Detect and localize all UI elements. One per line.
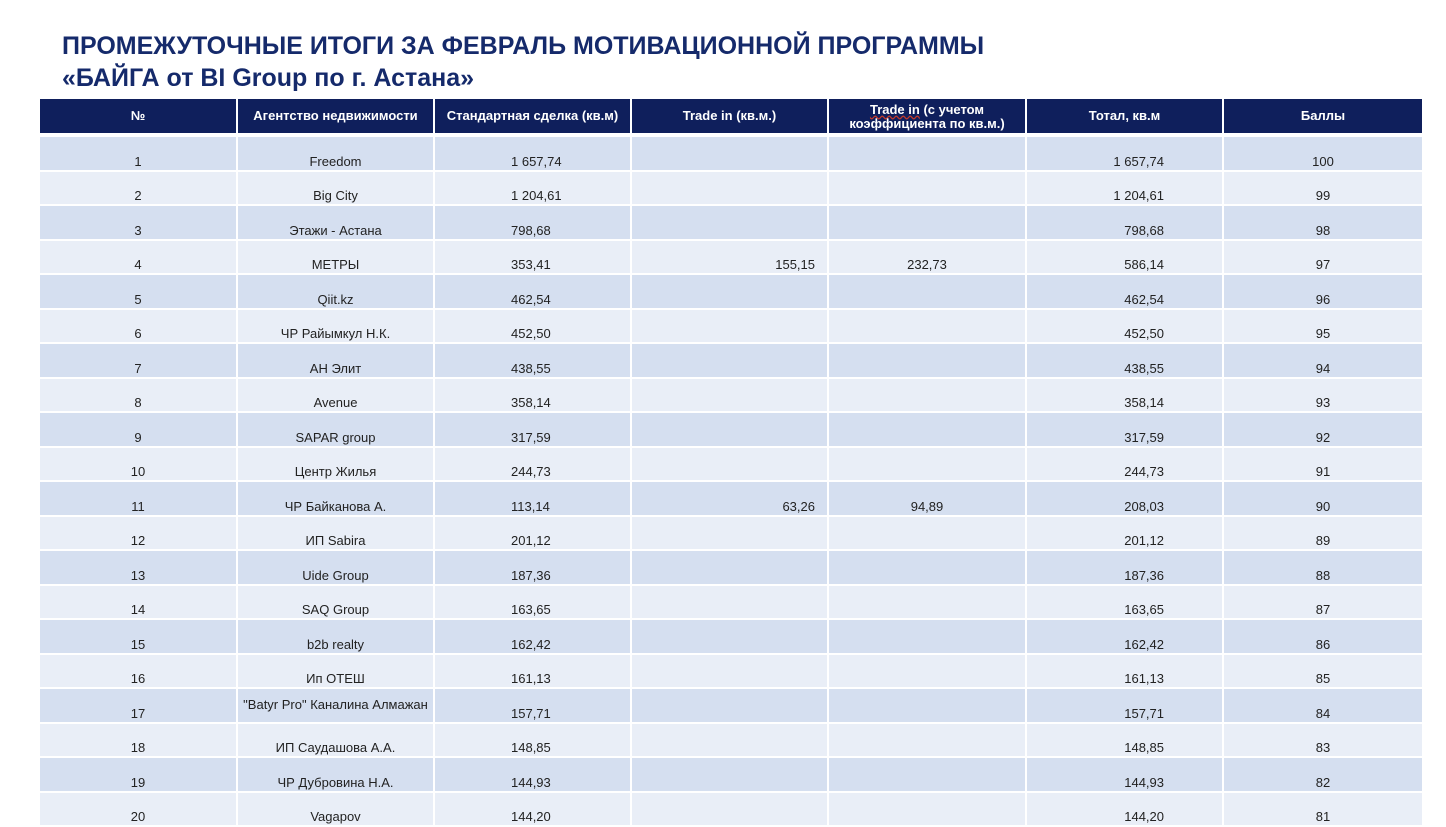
cell-num: 19 bbox=[40, 757, 237, 792]
cell-agency: "Batyr Pro" Каналина Алмажан bbox=[237, 688, 434, 723]
cell-num: 20 bbox=[40, 792, 237, 827]
cell-num: 11 bbox=[40, 481, 237, 516]
cell-tradein bbox=[631, 516, 828, 551]
header-tradein-coef bbox=[828, 99, 1026, 133]
cell-tradein bbox=[631, 412, 828, 447]
cell-tradein-coef bbox=[828, 274, 1026, 309]
cell-tradein bbox=[631, 792, 828, 827]
cell-total: 438,55 bbox=[1026, 343, 1223, 378]
cell-points: 88 bbox=[1223, 550, 1422, 585]
header-tradein: Trade in (кв.м.) bbox=[631, 99, 828, 133]
table-row bbox=[40, 378, 1422, 413]
cell-tradein bbox=[631, 274, 828, 309]
cell-points: 97 bbox=[1223, 240, 1422, 275]
cell-total: 161,13 bbox=[1026, 654, 1223, 689]
cell-tradein bbox=[631, 723, 828, 758]
cell-tradein-coef bbox=[828, 550, 1026, 585]
header-tradein-coef-word: Trade in bbox=[869, 101, 920, 117]
cell-points: 90 bbox=[1223, 481, 1422, 516]
table-row bbox=[40, 137, 1422, 171]
cell-tradein-coef bbox=[828, 137, 1026, 171]
cell-total: 157,71 bbox=[1026, 688, 1223, 723]
cell-standard: 157,71 bbox=[434, 688, 631, 723]
cell-tradein-coef bbox=[828, 412, 1026, 447]
table-row bbox=[40, 481, 1422, 516]
cell-agency: Uide Group bbox=[237, 550, 434, 585]
cell-standard: 144,93 bbox=[434, 757, 631, 792]
table-row bbox=[40, 757, 1422, 792]
cell-tradein bbox=[631, 688, 828, 723]
cell-num: 3 bbox=[40, 205, 237, 240]
cell-standard: 317,59 bbox=[434, 412, 631, 447]
cell-points: 83 bbox=[1223, 723, 1422, 758]
cell-standard: 201,12 bbox=[434, 516, 631, 551]
cell-points: 94 bbox=[1223, 343, 1422, 378]
cell-points: 84 bbox=[1223, 688, 1422, 723]
cell-tradein-coef bbox=[828, 378, 1026, 413]
cell-agency: ЧР Байканова А. bbox=[237, 481, 434, 516]
cell-tradein bbox=[631, 619, 828, 654]
cell-tradein-coef bbox=[828, 792, 1026, 827]
cell-points: 95 bbox=[1223, 309, 1422, 344]
table-row bbox=[40, 516, 1422, 551]
cell-agency: SAQ Group bbox=[237, 585, 434, 620]
cell-agency: ИП Саудашова А.А. bbox=[237, 723, 434, 758]
cell-standard: 144,20 bbox=[434, 792, 631, 827]
cell-tradein-coef bbox=[828, 723, 1026, 758]
cell-total: 162,42 bbox=[1026, 619, 1223, 654]
cell-num: 4 bbox=[40, 240, 237, 275]
results-table bbox=[40, 99, 1422, 827]
cell-agency: МЕТРЫ bbox=[237, 240, 434, 275]
cell-tradein-coef bbox=[828, 171, 1026, 206]
cell-tradein-coef bbox=[828, 205, 1026, 240]
header-points: Баллы bbox=[1223, 99, 1422, 133]
cell-num: 6 bbox=[40, 309, 237, 344]
cell-num: 16 bbox=[40, 654, 237, 689]
title-line-1: ПРОМЕЖУТОЧНЫЕ ИТОГИ ЗА ФЕВРАЛЬ МОТИВАЦИОННОЙ ПРОГРАММЫ bbox=[62, 32, 985, 60]
table-body bbox=[40, 133, 1422, 826]
cell-agency: Avenue bbox=[237, 378, 434, 413]
cell-standard: 1 657,74 bbox=[434, 137, 631, 171]
cell-tradein bbox=[631, 550, 828, 585]
cell-tradein bbox=[631, 378, 828, 413]
cell-agency: АН Элит bbox=[237, 343, 434, 378]
cell-total: 187,36 bbox=[1026, 550, 1223, 585]
cell-total: 144,20 bbox=[1026, 792, 1223, 827]
cell-standard: 353,41 bbox=[434, 240, 631, 275]
cell-standard: 1 204,61 bbox=[434, 171, 631, 206]
cell-agency: ЧР Дубровина Н.А. bbox=[237, 757, 434, 792]
cell-num: 15 bbox=[40, 619, 237, 654]
table-header-row bbox=[40, 99, 1422, 133]
cell-tradein-coef bbox=[828, 343, 1026, 378]
table-row bbox=[40, 343, 1422, 378]
cell-agency: Этажи - Астана bbox=[237, 205, 434, 240]
cell-points: 81 bbox=[1223, 792, 1422, 827]
table-row bbox=[40, 619, 1422, 654]
cell-agency: ЧР Райымкул Н.К. bbox=[237, 309, 434, 344]
cell-tradein bbox=[631, 447, 828, 482]
cell-agency: SAPAR group bbox=[237, 412, 434, 447]
cell-points: 99 bbox=[1223, 171, 1422, 206]
cell-tradein bbox=[631, 343, 828, 378]
cell-tradein-coef bbox=[828, 447, 1026, 482]
cell-num: 13 bbox=[40, 550, 237, 585]
cell-standard: 438,55 bbox=[434, 343, 631, 378]
cell-tradein-coef bbox=[828, 516, 1026, 551]
cell-total: 144,93 bbox=[1026, 757, 1223, 792]
header-total: Тотал, кв.м bbox=[1026, 99, 1223, 133]
header-standard: Стандартная сделка (кв.м) bbox=[434, 99, 631, 133]
cell-standard: 462,54 bbox=[434, 274, 631, 309]
cell-standard: 358,14 bbox=[434, 378, 631, 413]
cell-total: 244,73 bbox=[1026, 447, 1223, 482]
cell-agency: Freedom bbox=[237, 137, 434, 171]
cell-points: 100 bbox=[1223, 137, 1422, 171]
table-row bbox=[40, 240, 1422, 275]
cell-total: 1 204,61 bbox=[1026, 171, 1223, 206]
table-row bbox=[40, 792, 1422, 827]
header-num: № bbox=[40, 99, 237, 133]
cell-standard: 244,73 bbox=[434, 447, 631, 482]
cell-agency: Big City bbox=[237, 171, 434, 206]
cell-agency: ИП Sabira bbox=[237, 516, 434, 551]
table-row bbox=[40, 171, 1422, 206]
cell-tradein-coef bbox=[828, 757, 1026, 792]
table-row bbox=[40, 412, 1422, 447]
cell-total: 586,14 bbox=[1026, 240, 1223, 275]
cell-tradein-coef bbox=[828, 585, 1026, 620]
title-line-2: «БАЙГА от BI Group по г. Астана» bbox=[62, 64, 475, 92]
cell-total: 452,50 bbox=[1026, 309, 1223, 344]
cell-tradein-coef bbox=[828, 309, 1026, 344]
cell-num: 8 bbox=[40, 378, 237, 413]
cell-tradein bbox=[631, 205, 828, 240]
cell-points: 91 bbox=[1223, 447, 1422, 482]
cell-total: 317,59 bbox=[1026, 412, 1223, 447]
cell-standard: 161,13 bbox=[434, 654, 631, 689]
cell-tradein-coef: 94,89 bbox=[828, 481, 1026, 516]
cell-agency: Vagapov bbox=[237, 792, 434, 827]
table-row bbox=[40, 723, 1422, 758]
cell-agency: Ип ОТЕШ bbox=[237, 654, 434, 689]
cell-agency: Qiit.kz bbox=[237, 274, 434, 309]
cell-num: 5 bbox=[40, 274, 237, 309]
cell-points: 86 bbox=[1223, 619, 1422, 654]
cell-standard: 148,85 bbox=[434, 723, 631, 758]
cell-points: 93 bbox=[1223, 378, 1422, 413]
cell-agency: b2b realty bbox=[237, 619, 434, 654]
table-row bbox=[40, 447, 1422, 482]
header-tradein-coef-rest2: коэффициента по кв.м.) bbox=[849, 115, 1005, 131]
table-row bbox=[40, 274, 1422, 309]
table-row bbox=[40, 688, 1422, 723]
cell-points: 89 bbox=[1223, 516, 1422, 551]
cell-num: 7 bbox=[40, 343, 237, 378]
cell-points: 85 bbox=[1223, 654, 1422, 689]
cell-points: 92 bbox=[1223, 412, 1422, 447]
header-agency: Агентство недвижимости bbox=[237, 99, 434, 133]
cell-tradein bbox=[631, 309, 828, 344]
cell-agency: Центр Жилья bbox=[237, 447, 434, 482]
cell-tradein: 155,15 bbox=[631, 240, 828, 275]
cell-total: 798,68 bbox=[1026, 205, 1223, 240]
table-row bbox=[40, 585, 1422, 620]
cell-tradein bbox=[631, 757, 828, 792]
cell-points: 82 bbox=[1223, 757, 1422, 792]
cell-points: 96 bbox=[1223, 274, 1422, 309]
cell-total: 208,03 bbox=[1026, 481, 1223, 516]
cell-num: 12 bbox=[40, 516, 237, 551]
header-tradein-coef-rest1: (с учетом bbox=[919, 101, 985, 117]
cell-standard: 798,68 bbox=[434, 205, 631, 240]
cell-total: 163,65 bbox=[1026, 585, 1223, 620]
table-row bbox=[40, 205, 1422, 240]
cell-standard: 163,65 bbox=[434, 585, 631, 620]
cell-tradein-coef bbox=[828, 619, 1026, 654]
table-row bbox=[40, 654, 1422, 689]
cell-num: 10 bbox=[40, 447, 237, 482]
cell-tradein-coef: 232,73 bbox=[828, 240, 1026, 275]
page-title bbox=[62, 30, 984, 94]
cell-total: 358,14 bbox=[1026, 378, 1223, 413]
cell-total: 462,54 bbox=[1026, 274, 1223, 309]
cell-total: 148,85 bbox=[1026, 723, 1223, 758]
table-row bbox=[40, 309, 1422, 344]
cell-tradein-coef bbox=[828, 654, 1026, 689]
cell-num: 17 bbox=[40, 688, 237, 723]
table-row bbox=[40, 550, 1422, 585]
cell-tradein: 63,26 bbox=[631, 481, 828, 516]
cell-standard: 187,36 bbox=[434, 550, 631, 585]
cell-points: 98 bbox=[1223, 205, 1422, 240]
cell-num: 2 bbox=[40, 171, 237, 206]
cell-tradein bbox=[631, 654, 828, 689]
cell-tradein bbox=[631, 585, 828, 620]
cell-standard: 162,42 bbox=[434, 619, 631, 654]
cell-standard: 113,14 bbox=[434, 481, 631, 516]
cell-num: 1 bbox=[40, 137, 237, 171]
cell-num: 9 bbox=[40, 412, 237, 447]
cell-standard: 452,50 bbox=[434, 309, 631, 344]
cell-num: 14 bbox=[40, 585, 237, 620]
cell-num: 18 bbox=[40, 723, 237, 758]
cell-tradein bbox=[631, 171, 828, 206]
cell-points: 87 bbox=[1223, 585, 1422, 620]
cell-total: 1 657,74 bbox=[1026, 137, 1223, 171]
cell-total: 201,12 bbox=[1026, 516, 1223, 551]
cell-tradein-coef bbox=[828, 688, 1026, 723]
cell-tradein bbox=[631, 137, 828, 171]
